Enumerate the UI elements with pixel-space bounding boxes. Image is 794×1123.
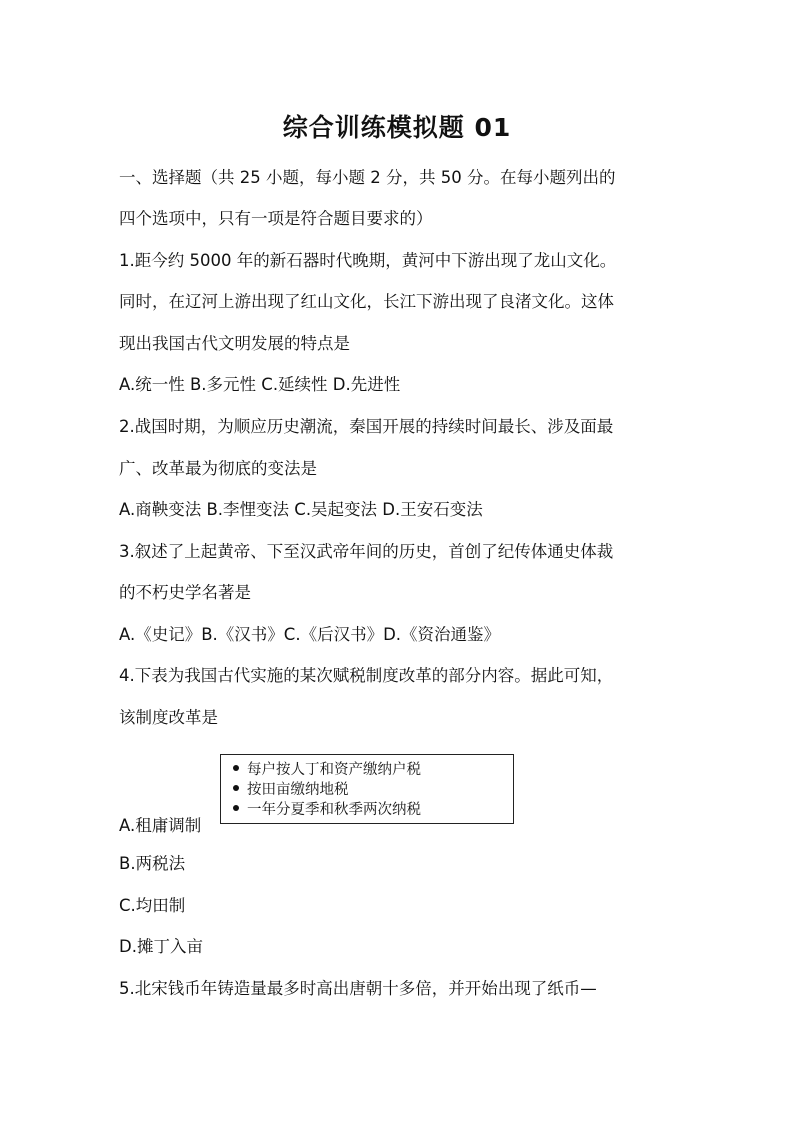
question-1-line-2: 同时，在辽河上游出现了红山文化，长江下游出现了良渚文化。这体	[119, 292, 614, 311]
question-2-line-2: 广、改革最为彻底的变法是	[119, 459, 317, 478]
question-4-option-d: D.摊丁入亩	[119, 937, 203, 956]
question-3-line-1: 3.叙述了上起黄帝、下至汉武帝年间的历史，首创了纪传体通史体裁	[119, 542, 614, 561]
tax-reform-table	[220, 754, 514, 824]
question-3-options: A.《史记》B.《汉书》C.《后汉书》D.《资治通鉴》	[119, 625, 501, 644]
question-1-line-3: 现出我国古代文明发展的特点是	[119, 334, 350, 353]
page-title: 综合训练模拟题 01	[282, 113, 512, 142]
table-row-text: 按田亩缴纳地税	[247, 782, 349, 798]
section-instruction-line-2: 四个选项中，只有一项是符合题目要求的）	[119, 209, 433, 228]
section-instruction-line-1: 一、选择题（共 25 小题，每小题 2 分，共 50 分。在每小题列出的	[119, 168, 616, 187]
question-1-line-1: 1.距今约 5000 年的新石器时代晚期，黄河中下游出现了龙山文化。	[119, 251, 617, 270]
table-row-text: 每户按人丁和资产缴纳户税	[247, 762, 421, 778]
question-4-option-c: C.均田制	[119, 896, 186, 915]
table-row	[233, 780, 513, 800]
question-4-option-a: A.租庸调制	[119, 816, 202, 835]
bullet-icon	[233, 805, 239, 811]
bullet-icon	[233, 785, 239, 791]
question-2-options: A.商鞅变法 B.李悝变法 C.吴起变法 D.王安石变法	[119, 500, 483, 519]
question-4-option-b: B.两税法	[119, 854, 186, 873]
table-row	[233, 760, 513, 780]
table-row-text: 一年分夏季和秋季两次纳税	[247, 802, 421, 818]
question-5-line-1: 5.北宋钱币年铸造量最多时高出唐朝十多倍，并开始出现了纸币—	[119, 979, 597, 998]
question-2-line-1: 2.战国时期，为顺应历史潮流，秦国开展的持续时间最长、涉及面最	[119, 417, 614, 436]
bullet-icon	[233, 765, 239, 771]
question-4-line-2: 该制度改革是	[119, 708, 218, 727]
table-row	[233, 800, 513, 820]
question-4-line-1: 4.下表为我国古代实施的某次赋税制度改革的部分内容。据此可知，	[119, 666, 614, 685]
question-3-line-2: 的不朽史学名著是	[119, 583, 251, 602]
question-1-options: A.统一性 B.多元性 C.延续性 D.先进性	[119, 375, 401, 394]
